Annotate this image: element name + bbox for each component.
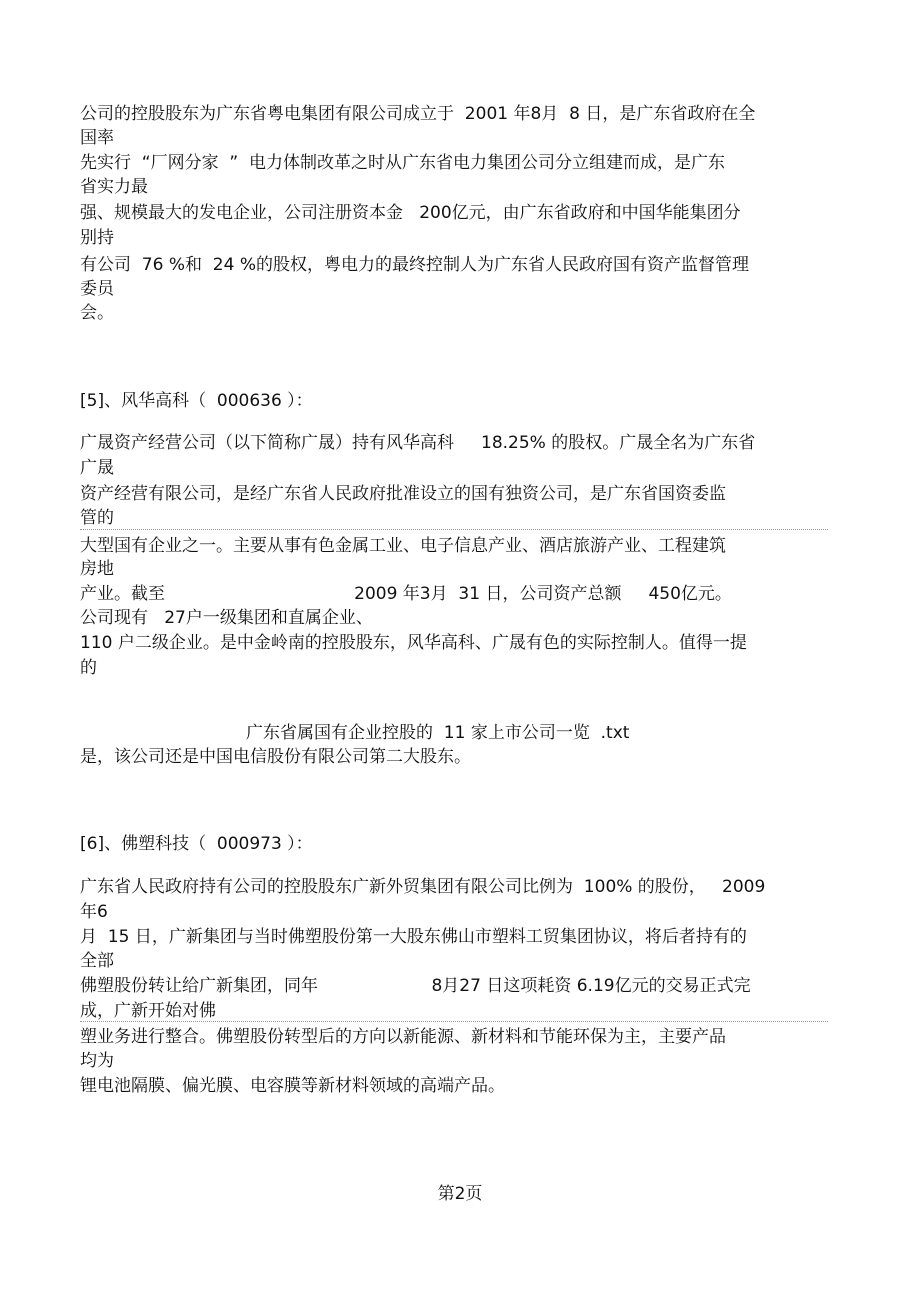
text-line: 是，该公司还是中国电信股份有限公司第二大股东。 xyxy=(80,747,471,767)
text-line: 别持 xyxy=(80,228,114,248)
text-line: 资产经营有限公司，是经广东省人民政府批准设立的国有独资公司，是广东省国资委监 xyxy=(80,484,726,504)
text-line: 月 15 日，广新集团与当时佛塑股份第一大股东佛山市塑料工贸集团协议，将后者持有的 xyxy=(80,927,747,947)
text-line: 省实力最 xyxy=(80,177,148,197)
text-line: 公司现有 27户一级集团和直属企业、 xyxy=(80,608,373,628)
text-line: 先实行 “厂网分家 ” 电力体制改革之时从广东省电力集团公司分立组建而成，是广东 xyxy=(80,153,726,173)
text-line: 大型国有企业之一。主要从事有色金属工业、电子信息产业、酒店旅游产业、工程建筑 xyxy=(80,536,726,556)
text-line: 国率 xyxy=(80,128,114,148)
text-line: 管的 xyxy=(80,508,114,528)
text-line: 委员 xyxy=(80,279,114,299)
text-line: 110 户二级企业。是中金岭南的控股股东，风华高科、广晟有色的实际控制人。值得一提 xyxy=(80,633,747,653)
text-line: 会。 xyxy=(80,303,114,323)
text-line: 公司的控股股东为广东省粤电集团有限公司成立于 2001 年8月 8 日，是广东省政府在全 xyxy=(80,104,756,124)
section-heading-5: [5]、风华高科（ 000636 ）： xyxy=(80,391,313,411)
text-line: 广晟资产经营公司（以下简称广晟）持有风华高科 18.25% 的股权。广晟全名为广东省 xyxy=(80,433,756,453)
text-line: 锂电池隔膜、偏光膜、电容膜等新材料领域的高端产品。 xyxy=(80,1076,505,1096)
text-line: 有公司 76 %和 24 %的股权，粤电力的最终控制人为广东省人民政府国有资产监督管理 xyxy=(80,255,749,275)
text-line: 均为 xyxy=(80,1051,114,1071)
text-line: 塑业务进行整合。佛塑股份转型后的方向以新能源、新材料和节能环保为主，主要产品 xyxy=(80,1027,726,1047)
text-line: 成，广新开始对佛 xyxy=(80,1001,216,1021)
text-line: 产业。截至 2009 年3月 31 日，公司资产总额 450亿元。 xyxy=(80,584,732,604)
page-break-rule xyxy=(80,1021,828,1022)
page-break-rule xyxy=(80,529,828,530)
page-number: 第2页 xyxy=(437,1184,483,1204)
text-line: 年6 xyxy=(80,902,108,922)
running-header: 广东省属国有企业控股的 11 家上市公司一览 .txt xyxy=(246,723,630,743)
text-line: 全部 xyxy=(80,951,114,971)
section-heading-6: [6]、佛塑科技（ 000973 ）： xyxy=(80,834,313,854)
text-line: 强、规模最大的发电企业，公司注册资本金 200亿元，由广东省政府和中国华能集团分 xyxy=(80,203,741,223)
text-line: 佛塑股份转让给广新集团，同年 8月27 日这项耗资 6.19亿元的交易正式完 xyxy=(80,976,751,996)
text-line: 房地 xyxy=(80,559,114,579)
text-line: 的 xyxy=(80,658,97,678)
text-line: 广东省人民政府持有公司的控股股东广新外贸集团有限公司比例为 100% 的股份， 2009 xyxy=(80,877,766,897)
text-line: 广晟 xyxy=(80,458,114,478)
